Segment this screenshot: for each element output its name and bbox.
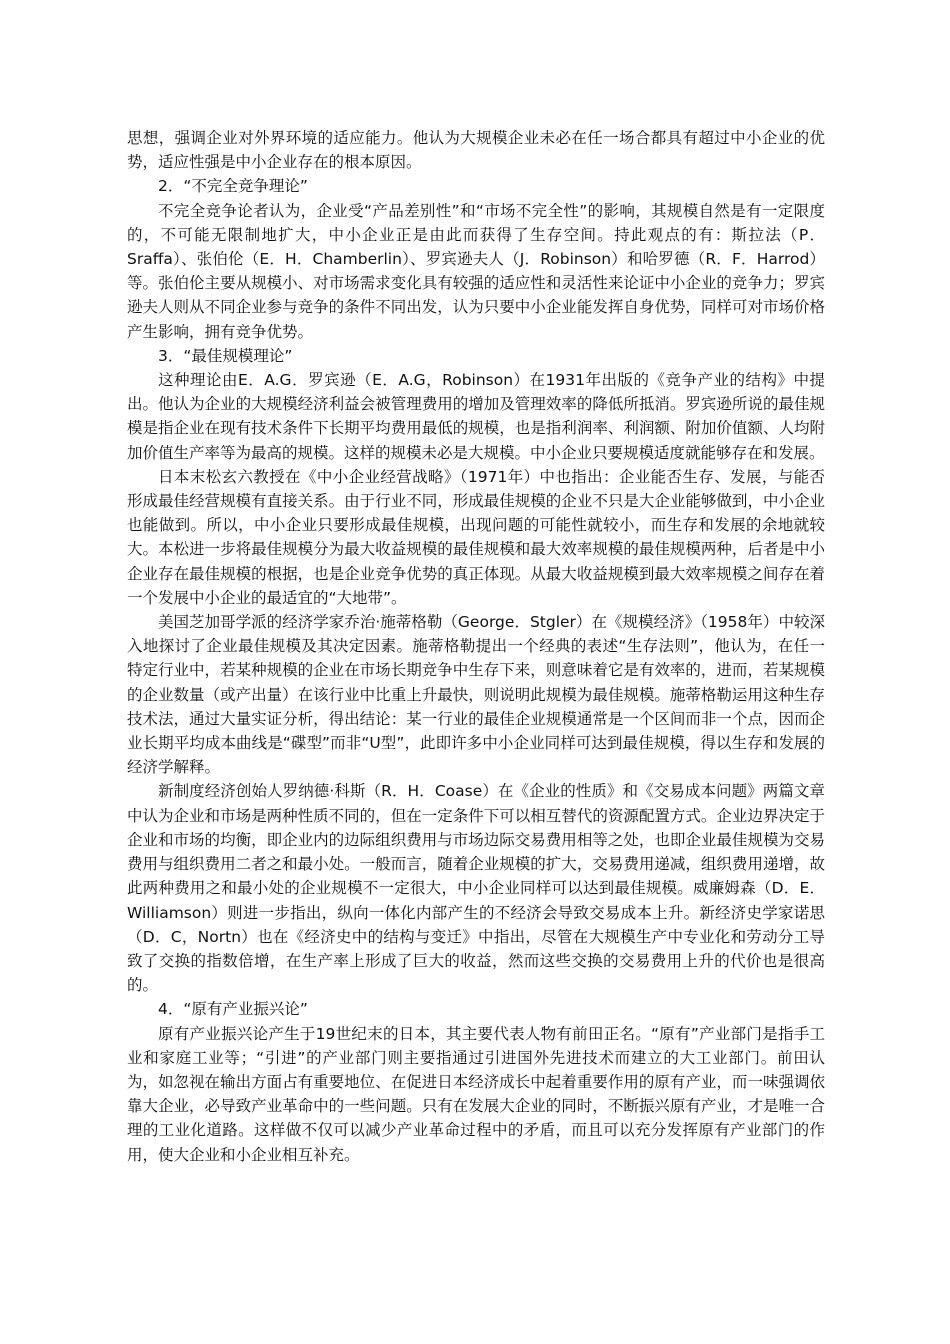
- paragraph-continuation: 思想，强调企业对外界环境的适应能力。他认为大规模企业未必在任一场合都具有超过中小企业的优势，适应性强是中小企业存在的根本原因。: [127, 129, 825, 172]
- section-heading-optimal-scale: 3．“最佳规模理论”: [158, 346, 293, 365]
- paragraph-stigler: 美国芝加哥学派的经济学家乔治·施蒂格勒（George．Stgler）在《规模经济》（1958年）中较深入地探讨了企业最佳规模及其决定因素。施蒂格勒提出一个经典的表述“生存法则”，他认为，在任一特定行业中，若某种规模的企业在市场长期竞争中生存下来，则意味着它是有效率的，进而，若某规模的企业数量（或产出量）在该行业中比重上升最快，则说明此规模为最佳规模。施蒂格勒运用这种生存技术法，通过大量实证分析，得出结论：某一行业的最佳企业规模通常是一个区间而非一个点，因而企业长期平均成本曲线是“碟型”而非“U型”，此即许多中小企业同样可达到最佳规模，得以生存和发展的经济学解释。: [127, 613, 825, 777]
- section-heading-imperfect-competition: 2．“不完全竞争理论”: [158, 177, 308, 196]
- section-heading-traditional-industry: 4．“原有产业振兴论”: [158, 1000, 308, 1019]
- paragraph-imperfect-competition: 不完全竞争论者认为，企业受“产品差别性”和“市场不完全性”的影响，其规模自然是有一定限度的，不可能无限制地扩大，中小企业正是由此而获得了生存空间。持此观点的有：斯拉法（P．Sraffa）、张伯伦（E．H．Chamberlin）、罗宾逊夫人（J．Robinson）和哈罗德（R．F．Harrod）等。张伯伦主要从规模小、对市场需求变化具有较强的适应性和灵活性来论证中小企业的竞争力；罗宾逊夫人则从不同企业参与竞争的条件不同出发，认为只要中小企业能发挥自身优势，同样可对市场价格产生影响，拥有竞争优势。: [127, 201, 825, 341]
- paragraph-coase: 新制度经济创始人罗纳德·科斯（R．H．Coase）在《企业的性质》和《交易成本问题》两篇文章中认为企业和市场是两种性质不同的，但在一定条件下可以相互替代的资源配置方式。企业边界决定于企业和市场的均衡，即企业内的边际组织费用与市场边际交易费用相等之处，也即企业最佳规模为交易费用与组织费用二者之和最小处。一般而言，随着企业规模的扩大，交易费用递减，组织费用递增，故此两种费用之和最小处的企业规模不一定很大，中小企业同样可以达到最佳规模。威廉姆森（D．E．Williamson）则进一步指出，纵向一体化内部产生的不经济会导致交易成本上升。新经济史学家诺思（D．C，Nortn）也在《经济史中的结构与变迁》中指出，尽管在大规模生产中专业化和劳动分工导致了交换的指数倍增，在生产率上形成了巨大的收益，然而这些交换的交易费用上升的代价也是很高的。: [127, 782, 825, 995]
- paragraph-traditional-industry: 原有产业振兴论产生于19世纪末的日本，其主要代表人物有前田正名。“原有”产业部门是指手工业和家庭工业等；“引进”的产业部门则主要指通过引进国外先进技术而建立的大工业部门。前田认为，如忽视在输出方面占有重要地位、在促进日本经济成长中起着重要作用的原有产业，而一味强调依靠大企业，必导致产业革命中的一些问题。只有在发展大企业的同时，不断振兴原有产业，才是唯一合理的工业化道路。这样做不仅可以减少产业革命过程中的矛盾，而且可以充分发挥原有产业部门的作用，使大企业和小企业相互补充。: [127, 1024, 825, 1164]
- paragraph-suematsu: 日本末松玄六教授在《中小企业经营战略》（1971年）中也指出：企业能否生存、发展，与能否形成最佳经营规模有直接关系。由于行业不同，形成最佳规模的企业不只是大企业能够做到，中小企业也能做到。所以，中小企业只要形成最佳规模，出现问题的可能性就较小，而生存和发展的余地就较大。本松进一步将最佳规模分为最大收益规模的最佳规模和最大效率规模的最佳规模两种，后者是中小企业存在最佳规模的根据，也是企业竞争优势的真正体现。从最大收益规模到最大效率规模之间存在着一个发展中小企业的最适宜的“大地带”。: [127, 467, 825, 607]
- paragraph-robinson: 这种理论由E．A.G．罗宾逊（E．A.G，Robinson）在1931年出版的《竞争产业的结构》中提出。他认为企业的大规模经济利益会被管理费用的增加及管理效率的降低所抵消。罗宾逊所说的最佳规模是指企业在现有技术条件下长期平均费用最低的规模，也是指利润率、利润额、附加价值额、人均附加价值生产率等为最高的规模。这样的规模未必是大规模。中小企业只要规模适度就能够存在和发展。: [127, 371, 825, 462]
